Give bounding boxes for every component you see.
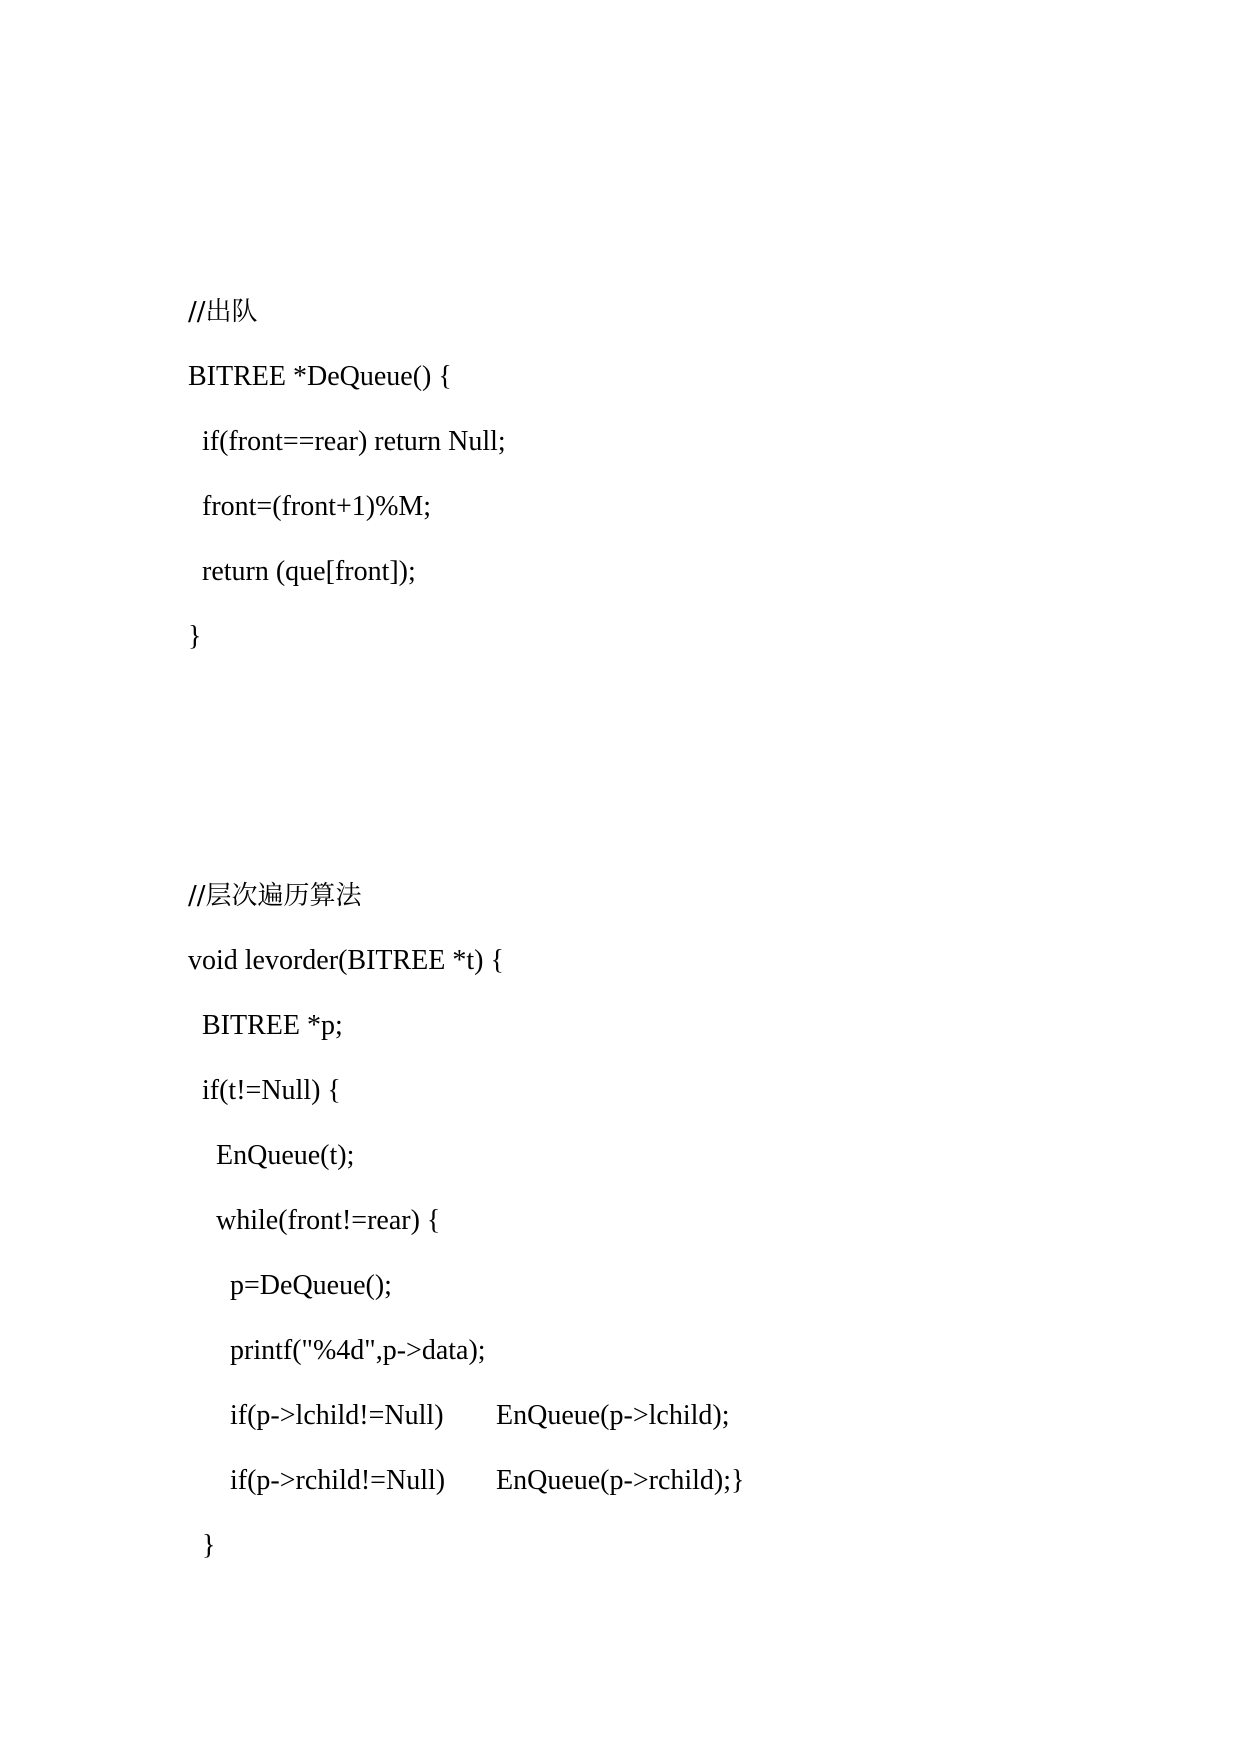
dequeue-comment: //出队	[188, 297, 258, 327]
code-action: EnQueue(p->rchild);}	[496, 1465, 745, 1496]
code-line: front=(front+1)%M;	[188, 491, 432, 522]
code-line: return (que[front]);	[188, 556, 416, 587]
code-line: BITREE *DeQueue() {	[188, 361, 452, 392]
code-line: if(t!=Null) {	[188, 1075, 341, 1106]
code-line-split	[188, 1396, 988, 1436]
code-line: while(front!=rear) {	[188, 1205, 441, 1236]
code-action: EnQueue(p->lchild);	[496, 1400, 730, 1431]
code-line: }	[188, 1530, 216, 1561]
code-line: BITREE *p;	[188, 1010, 343, 1041]
levorder-comment: //层次遍历算法	[188, 881, 362, 911]
code-line: }	[188, 621, 202, 652]
code-line: if(front==rear) return Null;	[188, 426, 506, 457]
code-line: EnQueue(t);	[188, 1140, 355, 1171]
code-condition: if(p->lchild!=Null)	[188, 1400, 444, 1431]
code-line: p=DeQueue();	[188, 1270, 392, 1301]
code-line: printf("%4d",p->data);	[188, 1335, 486, 1366]
code-line: void levorder(BITREE *t) {	[188, 945, 504, 976]
code-condition: if(p->rchild!=Null)	[188, 1465, 446, 1496]
code-line-split	[188, 1461, 988, 1501]
